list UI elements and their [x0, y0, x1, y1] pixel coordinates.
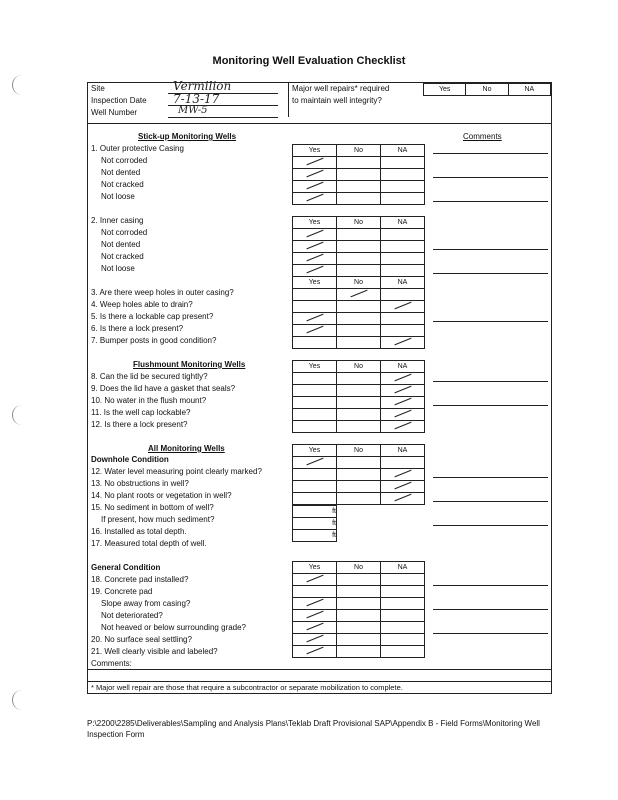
q8: 8. Can the lid be secured tightly?	[91, 372, 208, 381]
binder-mark	[12, 75, 23, 95]
all-wells-grid[interactable]: Yes No NA	[292, 444, 425, 505]
well-number-value[interactable]: MW-5	[178, 105, 208, 116]
inspection-date-value[interactable]: 7-13-17	[173, 92, 220, 106]
q19: 19. Concrete pad	[91, 587, 153, 596]
q21: 21. Well clearly visible and labeled?	[91, 647, 218, 656]
page-title: Monitoring Well Evaluation Checklist	[212, 55, 406, 67]
depth-grid[interactable]: ft ft ft	[292, 505, 337, 542]
general-header: General Condition	[91, 563, 161, 572]
q5: 5. Is there a lockable cap present?	[91, 312, 214, 321]
q13: 13. No obstructions in well?	[91, 479, 189, 488]
q1d: Not loose	[101, 192, 135, 201]
q2a: Not corroded	[101, 228, 148, 237]
binder-mark	[12, 690, 23, 710]
q1b: Not dented	[101, 168, 141, 177]
q19a: Slope away from casing?	[101, 599, 191, 608]
comments-label: Comments:	[91, 659, 132, 668]
general-grid[interactable]: Yes No NA	[292, 561, 425, 658]
q12b: 12. Water level measuring point clearly marked?	[91, 467, 262, 476]
q3: 3. Are there weep holes in outer casing?	[91, 288, 234, 297]
q19c: Not heaved or below surrounding grade?	[101, 623, 246, 632]
q11: 11. Is the well cap lockable?	[91, 408, 191, 417]
q10: 10. No water in the flush mount?	[91, 396, 207, 405]
flushmount-header: Flushmount Monitoring Wells	[133, 360, 246, 369]
q18: 18. Concrete pad installed?	[91, 575, 189, 584]
q2b: Not dented	[101, 240, 141, 249]
q7: 7. Bumper posts in good condition?	[91, 336, 217, 345]
q20: 20. No surface seal settling?	[91, 635, 192, 644]
comments-header: Comments	[463, 132, 502, 141]
q6: 6. Is there a lock present?	[91, 324, 184, 333]
q15: 15. No sediment in bottom of well?	[91, 503, 214, 512]
q1: 1. Outer protective Casing	[91, 144, 184, 153]
q1a: Not corroded	[101, 156, 148, 165]
repairs-grid: Yes No NA	[423, 83, 551, 96]
q9: 9. Does the lid have a gasket that seals?	[91, 384, 236, 393]
q16: 16. Installed as total depth.	[91, 527, 187, 536]
q2d: Not loose	[101, 264, 135, 273]
q1-grid[interactable]: Yes No NA	[292, 144, 425, 205]
footer-path: P:\2200\2285\Deliverables\Sampling and Analysis Plans\Teklab Draft Provisional SAP\Appendix B - Field Forms\Monitoring Well Inspection Form	[87, 719, 540, 739]
binder-mark	[12, 405, 23, 425]
q1c: Not cracked	[101, 180, 144, 189]
all-wells-header: All Monitoring Wells	[148, 444, 225, 453]
downhole-header: Downhole Condition	[91, 455, 169, 464]
inspection-date-label: Inspection Date	[91, 96, 147, 105]
q15a: If present, how much sediment?	[101, 515, 215, 524]
q12: 12. Is there a lock present?	[91, 420, 188, 429]
site-label: Site	[91, 84, 105, 93]
stickup-header: Stick-up Monitoring Wells	[138, 132, 237, 141]
footnote: * Major well repair are those that require a subcontractor or separate mobilization to complete.	[91, 683, 403, 692]
q4: 4. Weep holes able to drain?	[91, 300, 193, 309]
q17: 17. Measured total depth of well.	[91, 539, 207, 548]
q14: 14. No plant roots or vegetation in well?	[91, 491, 232, 500]
q19b: Not deteriorated?	[101, 611, 163, 620]
flushmount-grid[interactable]: Yes No NA	[292, 360, 425, 433]
q2-grid[interactable]: Yes No NA Yes No NA	[292, 216, 425, 349]
major-repairs-text: Major well repairs* required	[292, 84, 390, 93]
q2c: Not cracked	[101, 252, 144, 261]
checklist-frame	[87, 79, 552, 694]
site-value[interactable]: Vermilion	[173, 79, 232, 93]
q2: 2. Inner casing	[91, 216, 144, 225]
maintain-text: to maintain well integrity?	[292, 96, 382, 105]
well-number-label: Well Number	[91, 108, 138, 117]
